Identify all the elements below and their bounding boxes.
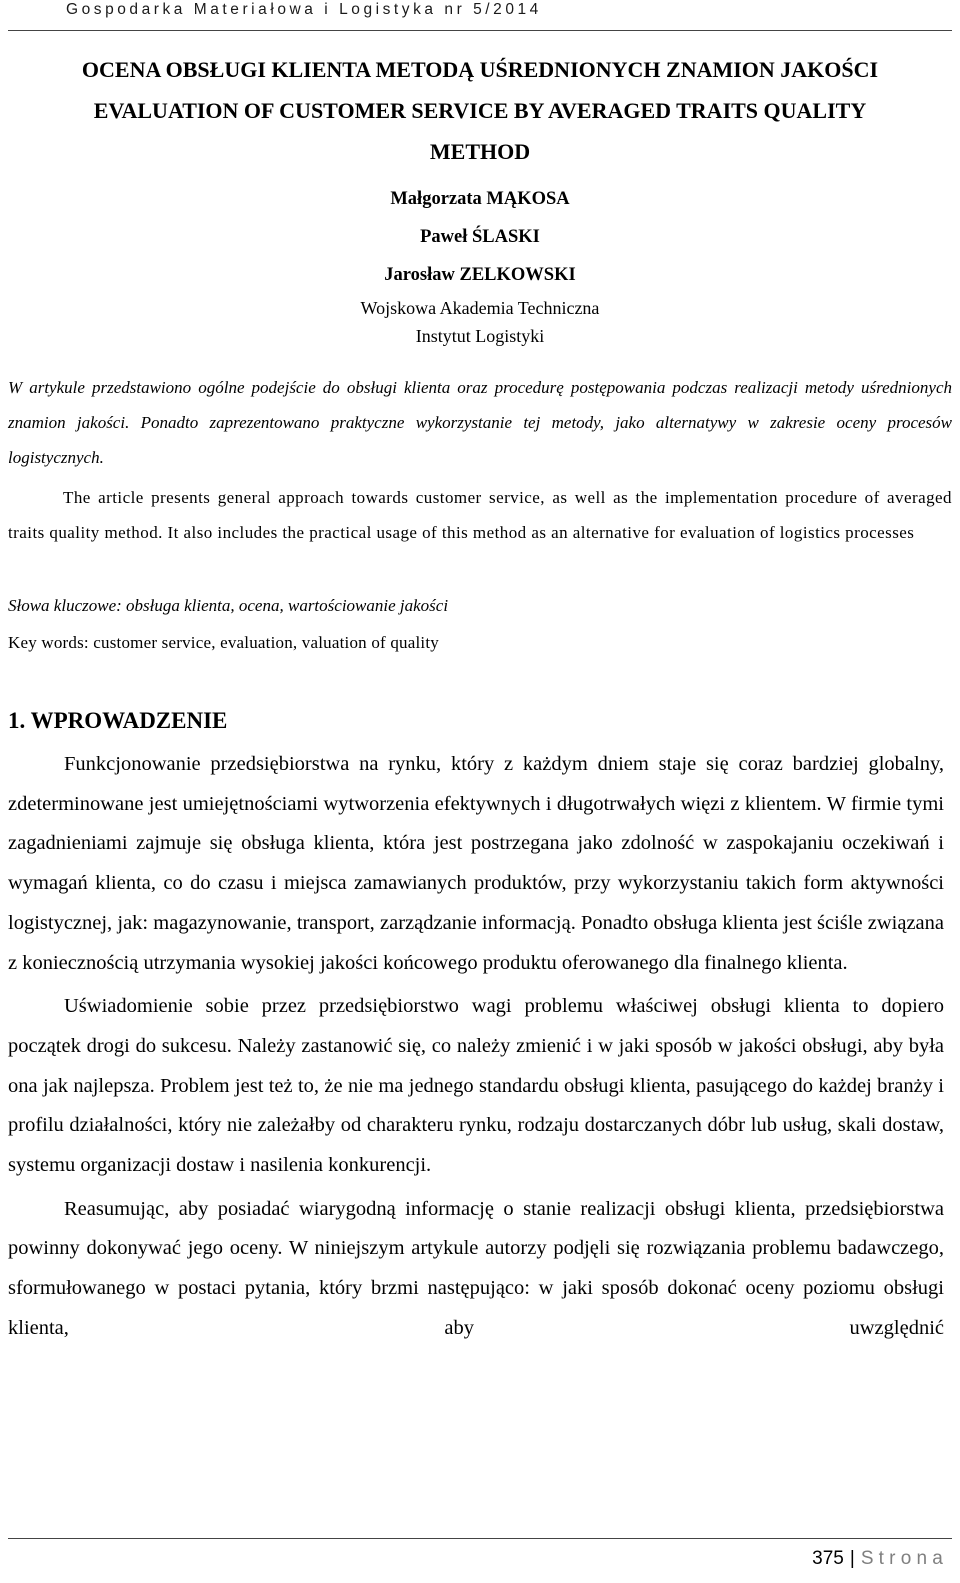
affiliation-academy: Wojskowa Akademia Techniczna bbox=[360, 298, 600, 318]
keywords-polish: Słowa kluczowe: obsługa klienta, ocena, wartościowanie jakości bbox=[8, 596, 449, 615]
title-english-line-2: METHOD bbox=[429, 139, 531, 164]
body-paragraph: Uświadomienie sobie przez przedsiębiorstwo wagi problemu właściwej obsługi klienta to dopiero początek drogi do sukcesu. Należy zastanowić się, co należy zmienić i w jaki sposób w jakości obsługi, aby była ona jak najlepsza. Problem jest też to, że nie ma jednego standardu obsługi klienta, pasującego do każdej branży i profilu działalności, który nie zależałby od charakteru rynku, rodzaju dostarczanych dóbr lub usług, skali dostaw, systemu organizacji dostaw i nasilenia konkurencji. bbox=[8, 995, 944, 1177]
body-text bbox=[8, 745, 944, 1353]
page-number: 375 bbox=[812, 1548, 844, 1569]
running-header: Gospodarka Materiałowa i Logistyka nr 5/2014 bbox=[66, 1, 542, 18]
author-name: Paweł ŚLASKI bbox=[420, 227, 540, 247]
page-footer bbox=[812, 1542, 948, 1576]
section-heading: 1. WPROWADZENIE bbox=[8, 708, 228, 733]
affiliation bbox=[8, 294, 952, 350]
body-paragraph: Funkcjonowanie przedsiębiorstwa na rynku, który z każdym dniem staje się coraz bardziej globalny, zdeterminowane jest umiejętnościami wytworzenia efektywnych i długotrwałych więzi z klientem. W firmie tymi zagadnieniami zajmuje się obsługa klienta, która jest postrzegana jako zdolność w zaspokajaniu oczekiwań i wymagań klienta, co do czasu i miejsca zamawianych produktów, przy wykorzystaniu takich form aktywności logistycznej, jak: magazynowanie, transport, zarządzanie informacją. Ponadto obsługa klienta jest ściśle związana z koniecznością utrzymania wysokiej jakości końcowego produktu oferowanego dla finalnego klienta. bbox=[8, 753, 944, 974]
author-name: Małgorzata MĄKOSA bbox=[390, 189, 570, 209]
footer-separator: | bbox=[849, 1548, 855, 1569]
abstract-polish: W artykule przedstawiono ogólne podejście do obsługi klienta oraz procedurę postępowania podczas realizacji metody uśrednionych znamion jakości. Ponadto zaprezentowano praktyczne wykorzystanie tej metody, jako alternatywy w zakresie oceny procesów logistycznych. bbox=[8, 378, 952, 467]
article-title bbox=[8, 49, 952, 172]
body-paragraph: Reasumując, aby posiadać wiarygodną informację o stanie realizacji obsługi klienta, przedsiębiorstwa powinny dokonywać jego oceny. W niniejszym artykule autorzy podjęli się rozwiązania problemu badawczego, sformułowanego w postaci pytania, który brzmi następująco: w jaki sposób dokonać oceny poziomu obsługi klienta, aby uwzględnić bbox=[8, 1197, 944, 1339]
title-polish: OCENA OBSŁUGI KLIENTA METODĄ UŚREDNIONYCH ZNAMION JAKOŚCI bbox=[81, 57, 879, 82]
keywords-english: Key words: customer service, evaluation, valuation of quality bbox=[8, 633, 439, 652]
header-rule bbox=[8, 30, 952, 31]
title-english-line-1: EVALUATION OF CUSTOMER SERVICE BY AVERAGED TRAITS QUALITY bbox=[93, 98, 867, 123]
affiliation-institute: Instytut Logistyki bbox=[415, 326, 545, 346]
footer-rule bbox=[8, 1538, 952, 1539]
author-name: Jarosław ZELKOWSKI bbox=[384, 265, 576, 285]
authors bbox=[8, 180, 952, 294]
abstract-english: The article presents general approach towards customer service, as well as the implementation procedure of averaged traits quality method. It also includes the practical usage of this method as an alternative for evaluation of logistics processes bbox=[8, 488, 952, 542]
page-label: Strona bbox=[860, 1548, 948, 1569]
